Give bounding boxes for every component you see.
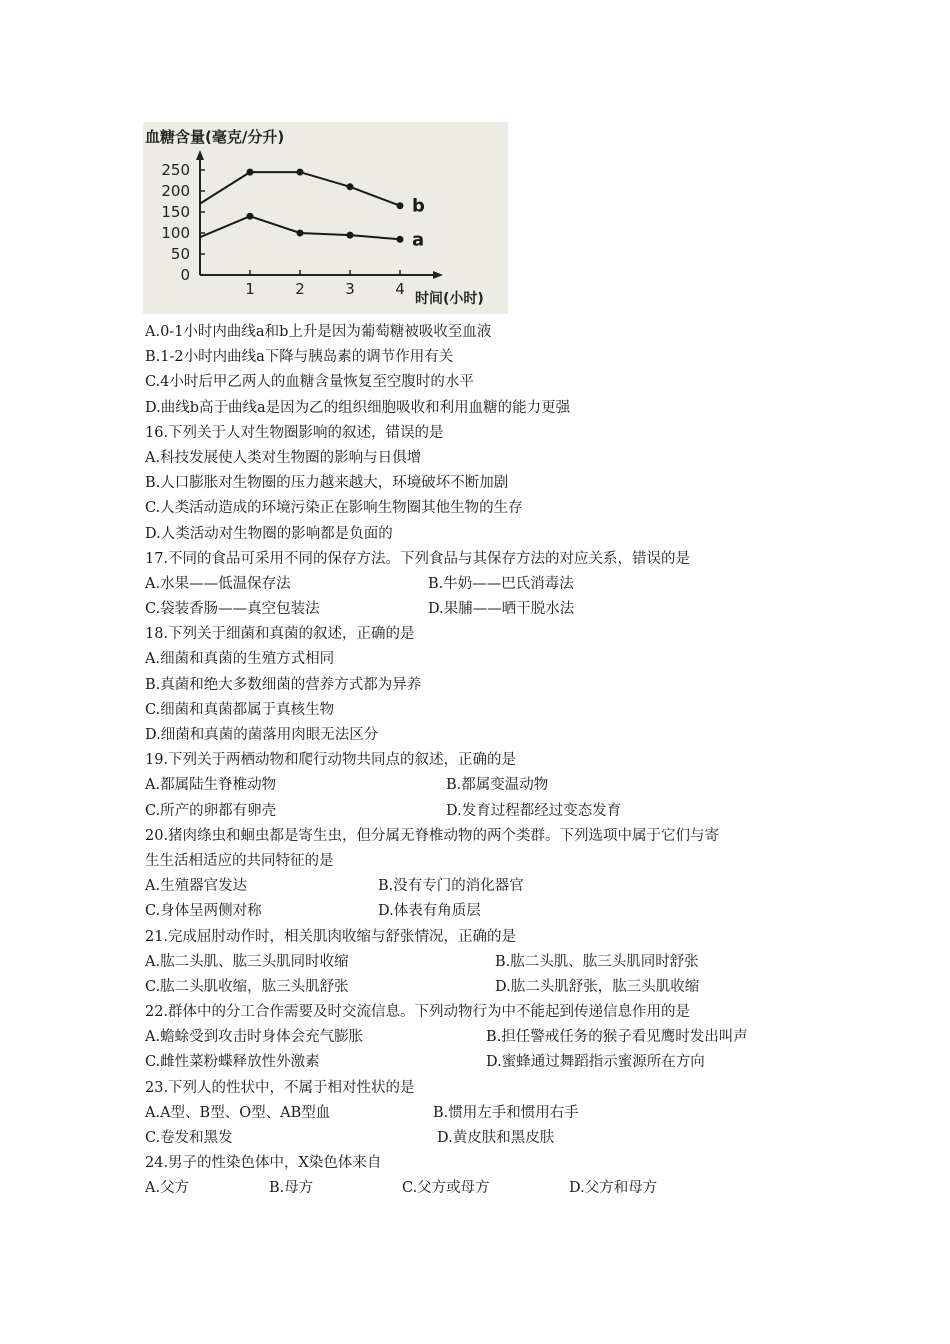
q17-option-d: D.果脯——晒干脱水法 [428, 601, 575, 618]
q24-option-b: B.母方 [269, 1180, 314, 1197]
q22-option-a: A.蟾蜍受到攻击时身体会充气膨胀 [145, 1029, 364, 1046]
data-point-b [297, 169, 304, 176]
q16-option-d: D.人类活动对生物圈的影响都是负面的 [145, 525, 393, 542]
q20-stem: 20.猪肉绦虫和蛔虫都是寄生虫，但分属无脊椎动物的两个类群。下列选项中属于它们与寄 [145, 827, 720, 844]
q18-option-d: D.细菌和真菌的菌落用肉眼无法区分 [145, 727, 379, 743]
q20-option-b: B.没有专门的消化器官 [378, 878, 524, 895]
q18-option-b: B.真菌和绝大多数细菌的营养方式都为异养 [145, 676, 422, 693]
y-tick-label: 0 [180, 266, 190, 284]
q23-stem: 23.下列人的性状中，不属于相对性状的是 [145, 1079, 415, 1096]
y-tick-label: 200 [161, 182, 190, 200]
series-label-a: a [412, 229, 425, 251]
q21-option-a: A.肱二头肌、肱三头肌同时收缩 [145, 953, 349, 970]
q20-option-d: D.体表有角质层 [378, 903, 481, 920]
q15-option-b: B.1-2小时内曲线a下降与胰岛素的调节作用有关 [145, 349, 454, 366]
q19-option-a: A.都属陆生脊椎动物 [145, 777, 277, 794]
q24-option-d: D.父方和母方 [569, 1180, 658, 1197]
q18-option-c: C.细菌和真菌都属于真核生物 [145, 701, 335, 718]
q19-stem: 19.下列关于两栖动物和爬行动物共同点的叙述，正确的是 [145, 752, 517, 769]
q15-option-a: A.0-1小时内曲线a和b上升是因为葡萄糖被吸收至血液 [145, 324, 492, 340]
q17-option-c: C.袋装香肠——真空包装法 [145, 601, 320, 618]
x-tick-label: 2 [295, 280, 305, 298]
y-axis-arrow [196, 150, 204, 160]
q17-option-b: B.牛奶——巴氏消毒法 [428, 575, 574, 592]
data-point-a [397, 236, 404, 243]
q21-option-c: C.肱二头肌收缩，肱三头肌舒张 [145, 978, 349, 995]
y-tick-label: 150 [161, 203, 190, 221]
q24-stem: 24.男子的性染色体中，X染色体来自 [145, 1155, 382, 1172]
chart-xlabel: 时间(小时) [415, 291, 484, 307]
q22-row-1 [145, 1025, 845, 1050]
data-point-b [247, 169, 254, 176]
q21-row-2 [145, 975, 845, 1000]
x-tick-label: 3 [345, 280, 355, 298]
q20-row-2 [145, 899, 845, 924]
q21-row-1 [145, 950, 845, 975]
q16-stem: 16.下列关于人对生物圈影响的叙述，错误的是 [145, 424, 444, 441]
q18-option-a: A.细菌和真菌的生殖方式相同 [145, 651, 335, 668]
series-line-b [200, 172, 400, 206]
q20-stem-cont: 生生活相适应的共同特征的是 [145, 852, 334, 869]
data-point-a [247, 213, 254, 220]
q23-option-a: A.A型、B型、O型、AB型血 [145, 1104, 331, 1121]
series-label-b: b [412, 195, 425, 217]
q19-row-1 [145, 773, 845, 798]
q20-row-1 [145, 874, 845, 899]
q23-option-d: D.黄皮肤和黑皮肤 [437, 1130, 555, 1146]
q17-row-1 [145, 572, 845, 597]
x-tick-label: 4 [395, 280, 405, 298]
chart-ylabel: 血糖含量(毫克/分升) [145, 128, 285, 146]
q21-option-d: D.肱二头肌舒张，肱三头肌收缩 [495, 978, 700, 995]
q17-stem: 17.不同的食品可采用不同的保存方法。下列食品与其保存方法的对应关系，错误的是 [145, 550, 691, 567]
q21-option-b: B.肱二头肌、肱三头肌同时舒张 [495, 953, 699, 970]
q19-option-b: B.都属变温动物 [446, 777, 549, 794]
data-point-b [347, 183, 354, 190]
blood-sugar-chart [143, 122, 508, 314]
x-tick-label: 1 [245, 280, 255, 298]
q19-option-d: D.发育过程都经过变态发育 [446, 802, 622, 819]
q22-row-2 [145, 1050, 845, 1075]
data-point-a [347, 232, 354, 239]
y-tick-label: 250 [161, 161, 190, 179]
q22-stem: 22.群体中的分工合作需要及时交流信息。下列动物行为中不能起到传递信息作用的是 [145, 1004, 691, 1021]
q20-option-a: A.生殖器官发达 [145, 878, 248, 895]
q15-option-d: D.曲线b高于曲线a是因为乙的组织细胞吸收和利用血糖的能力更强 [145, 399, 571, 416]
q22-option-b: B.担任警戒任务的猴子看见鹰时发出叫声 [486, 1029, 748, 1046]
q15-option-c: C.4小时后甲乙两人的血糖含量恢复至空腹时的水平 [145, 374, 474, 391]
q24-row-1 [145, 1176, 845, 1201]
q17-row-2 [145, 597, 845, 622]
q22-option-c: C.雌性菜粉蝶释放性外激素 [145, 1054, 320, 1071]
q16-option-a: A.科技发展使人类对生物圈的影响与日俱增 [145, 449, 422, 466]
q20-option-c: C.身体呈两侧对称 [145, 903, 262, 920]
chart-canvas [143, 122, 508, 314]
q16-option-c: C.人类活动造成的环境污染正在影响生物圈其他生物的生存 [145, 500, 523, 517]
question-list [145, 320, 845, 1202]
x-axis-arrow [433, 271, 443, 279]
y-tick-label: 100 [161, 224, 190, 242]
data-point-b [397, 202, 404, 209]
q21-stem: 21.完成屈肘动作时，相关肌肉收缩与舒张情况，正确的是 [145, 928, 517, 945]
q23-row-1 [145, 1101, 845, 1126]
q18-stem: 18.下列关于细菌和真菌的叙述，正确的是 [145, 626, 415, 643]
q23-row-2 [145, 1126, 845, 1151]
q19-option-c: C.所产的卵都有卵壳 [145, 802, 277, 819]
q24-option-a: A.父方 [145, 1180, 190, 1197]
q22-option-d: D.蜜蜂通过舞蹈指示蜜源所在方向 [486, 1054, 705, 1071]
q19-row-2 [145, 799, 845, 824]
y-tick-label: 50 [170, 245, 190, 263]
q24-option-c: C.父方或母方 [402, 1180, 490, 1197]
q23-option-b: B.惯用左手和惯用右手 [433, 1104, 579, 1121]
q23-option-c: C.卷发和黑发 [145, 1130, 233, 1146]
q16-option-b: B.人口膨胀对生物圈的压力越来越大，环境破坏不断加剧 [145, 475, 509, 492]
q17-option-a: A.水果——低温保存法 [145, 575, 291, 592]
data-point-a [297, 230, 304, 237]
